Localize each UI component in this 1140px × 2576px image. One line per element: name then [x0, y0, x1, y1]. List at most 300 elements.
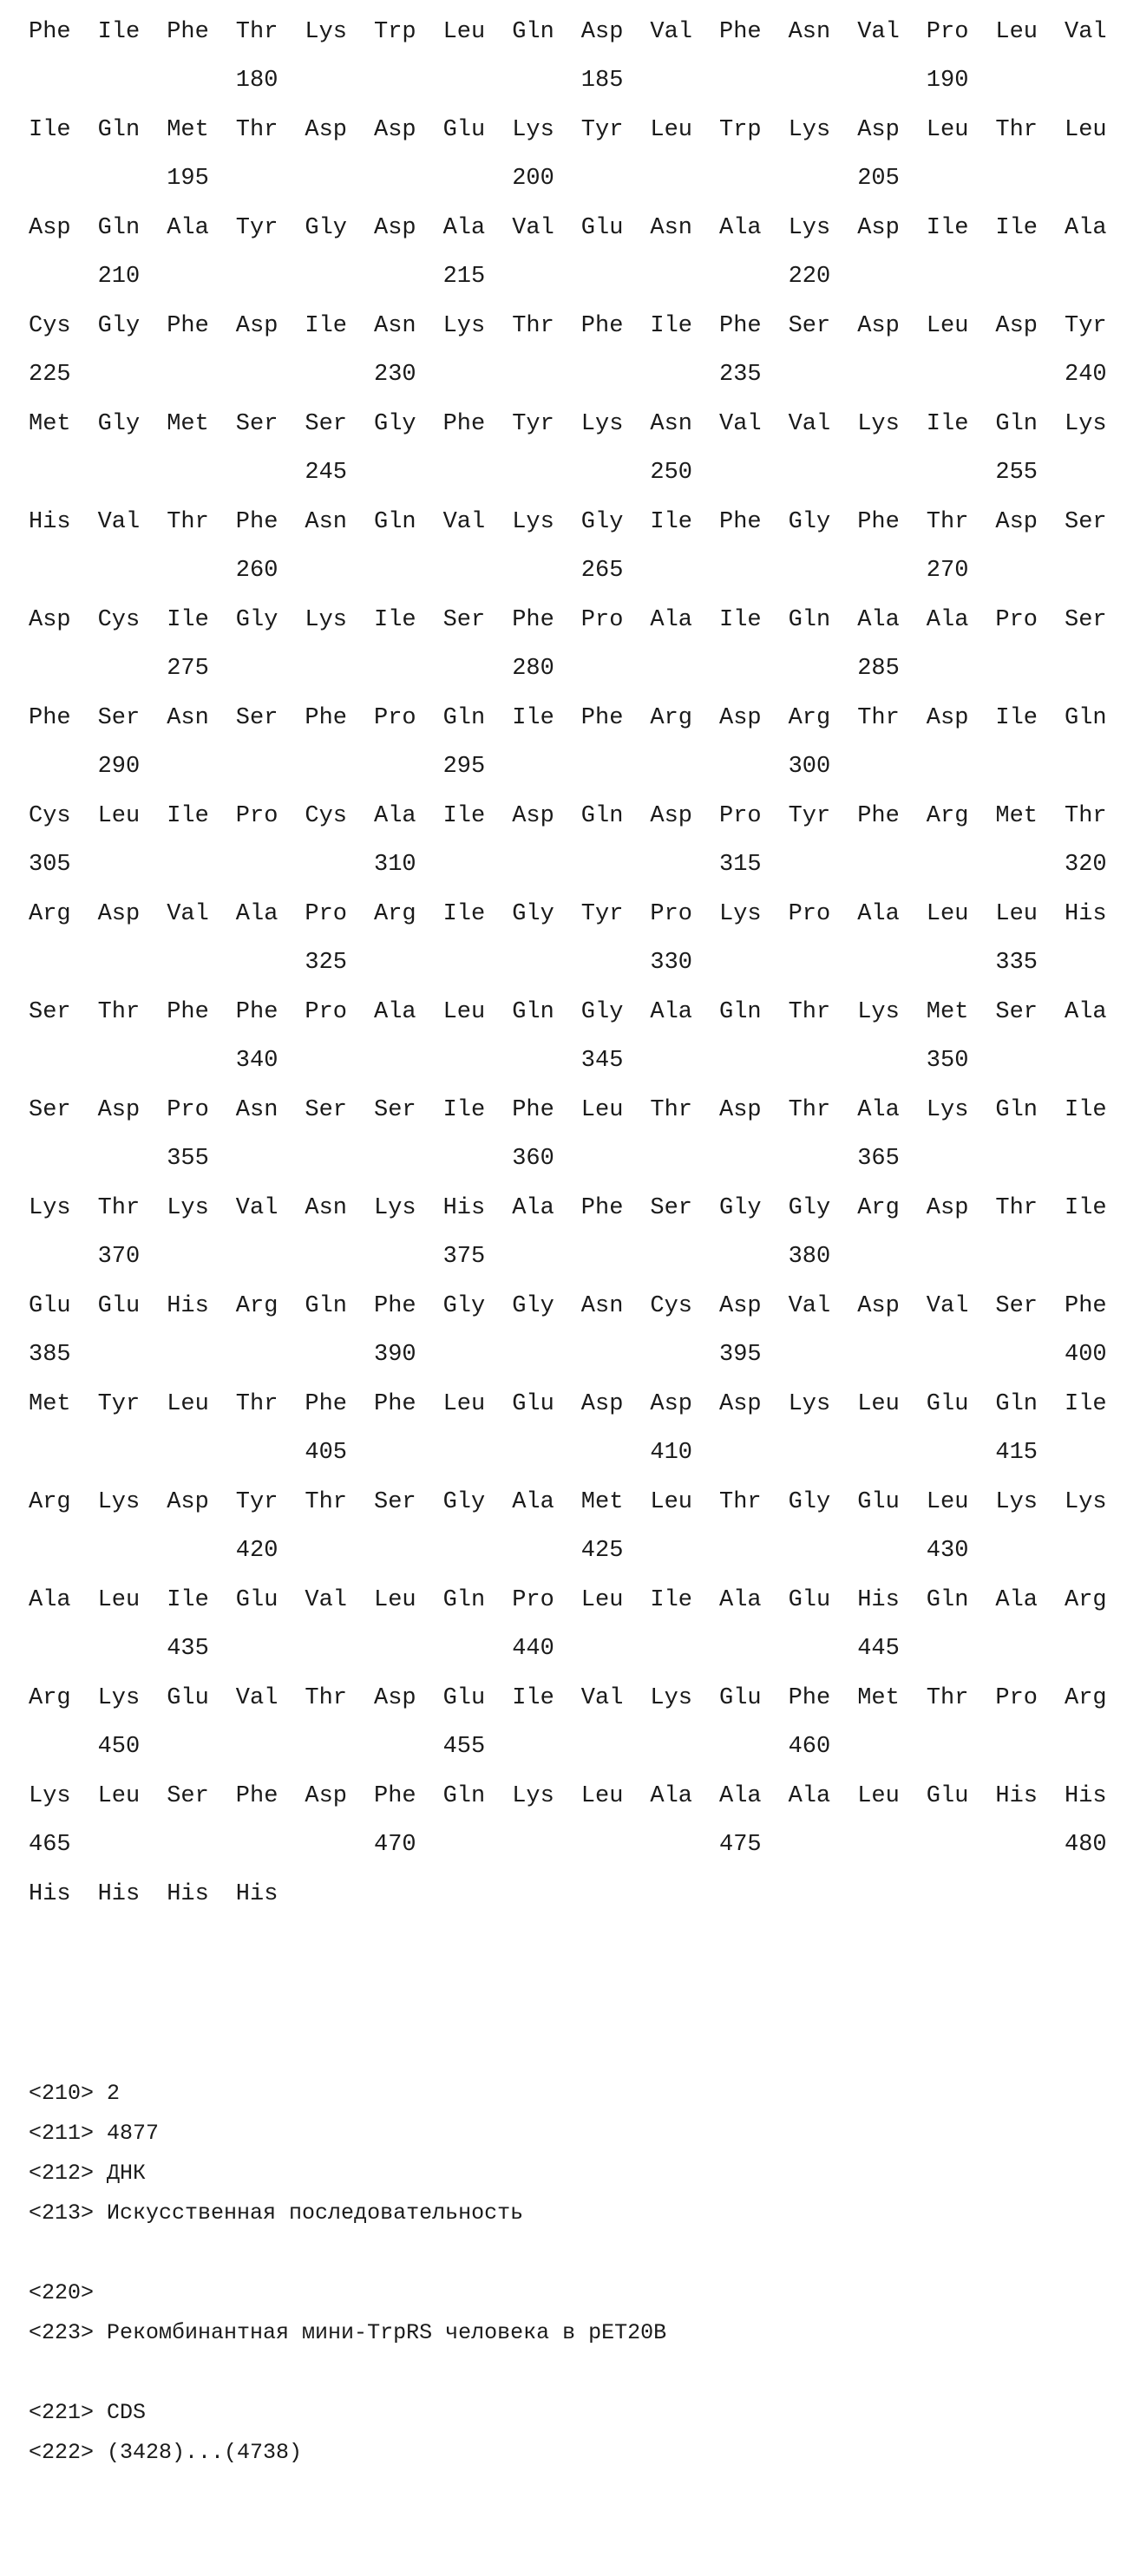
residue: Lys: [374, 1195, 416, 1221]
residue: Gly: [788, 1195, 831, 1221]
residue: Leu: [580, 1587, 624, 1613]
position-number-row: [29, 1634, 1130, 1684]
residue: Ile: [305, 313, 347, 339]
position-number: 290: [97, 754, 141, 780]
residue: Thr: [926, 509, 969, 535]
residue: Phe: [719, 509, 762, 535]
position-number: 375: [442, 1244, 486, 1270]
residue: Trp: [374, 19, 416, 45]
residue: Asn: [650, 215, 692, 241]
residue: Ala: [788, 1783, 831, 1809]
residue: Lys: [29, 1783, 71, 1809]
residue: Leu: [97, 1587, 141, 1613]
residue: Gly: [442, 1489, 486, 1515]
position-number: 475: [719, 1832, 762, 1858]
residue: Leu: [167, 1391, 209, 1417]
residue: Leu: [857, 1391, 900, 1417]
residue: Asp: [857, 1293, 900, 1319]
residue: Thr: [650, 1097, 692, 1123]
residue: Pro: [650, 901, 692, 927]
position-number: 440: [512, 1636, 554, 1662]
residue: Leu: [97, 1783, 141, 1809]
position-number-row: [29, 1046, 1130, 1095]
residue-row: [29, 801, 1130, 850]
residue: Ser: [235, 705, 278, 731]
residue: Gln: [97, 215, 141, 241]
residue: Arg: [29, 1489, 71, 1515]
residue: Pro: [512, 1587, 554, 1613]
residue: Lys: [29, 1195, 71, 1221]
residue: His: [235, 1881, 278, 1907]
residue: Asp: [29, 607, 71, 633]
residue-row: [29, 605, 1130, 654]
position-number: 335: [995, 950, 1038, 976]
residue: Ile: [29, 117, 71, 143]
residue: Arg: [788, 705, 831, 731]
residue: Ser: [305, 411, 347, 437]
position-number: 315: [719, 852, 762, 878]
residue: Gly: [442, 1293, 486, 1319]
residue: Asn: [235, 1097, 278, 1123]
residue: Ala: [29, 1587, 71, 1613]
residue: Phe: [167, 999, 209, 1025]
residue: Thr: [97, 1195, 141, 1221]
position-number-row: [29, 556, 1130, 605]
residue: Met: [857, 1685, 900, 1711]
residue: Val: [235, 1195, 278, 1221]
residue: Ala: [719, 215, 762, 241]
residue: Cys: [305, 803, 347, 829]
residue: Gln: [719, 999, 762, 1025]
residue: Asp: [512, 803, 554, 829]
residue: Phe: [235, 999, 278, 1025]
residue: Arg: [29, 1685, 71, 1711]
residue: Leu: [650, 1489, 692, 1515]
residue: Leu: [442, 19, 486, 45]
position-number: 325: [305, 950, 347, 976]
position-number: 310: [374, 852, 416, 878]
residue: Leu: [926, 313, 969, 339]
position-number: 195: [167, 166, 209, 192]
residue: Glu: [512, 1391, 554, 1417]
residue: Thr: [788, 1097, 831, 1123]
residue: Asp: [857, 313, 900, 339]
residue: Gln: [995, 411, 1038, 437]
position-number: 390: [374, 1342, 416, 1368]
residue: Val: [719, 411, 762, 437]
position-number: 425: [580, 1538, 624, 1564]
residue: Ser: [995, 1293, 1038, 1319]
residue: Thr: [719, 1489, 762, 1515]
residue: Ser: [305, 1097, 347, 1123]
length-field: <211> 4877: [29, 2121, 160, 2146]
residue-row: [29, 997, 1130, 1046]
residue: Asp: [719, 1097, 762, 1123]
position-number: 470: [374, 1832, 416, 1858]
residue: Ala: [650, 607, 692, 633]
residue: His: [167, 1293, 209, 1319]
residue: Ala: [512, 1195, 554, 1221]
residue-row: [29, 507, 1130, 556]
residue: Gly: [719, 1195, 762, 1221]
residue: Arg: [926, 803, 969, 829]
residue: Lys: [305, 607, 347, 633]
residue: Lys: [1065, 1489, 1107, 1515]
residue: Lys: [512, 117, 554, 143]
residue: Thr: [995, 1195, 1038, 1221]
residue: His: [442, 1195, 486, 1221]
residue: Ile: [1065, 1195, 1107, 1221]
residue: Tyr: [235, 1489, 278, 1515]
residue: Ser: [1065, 509, 1107, 535]
residue: Gln: [442, 1783, 486, 1809]
residue: Arg: [650, 705, 692, 731]
residue: Gln: [580, 803, 624, 829]
residue: Ala: [235, 901, 278, 927]
position-number: 200: [512, 166, 554, 192]
position-number-row: [29, 1242, 1130, 1291]
residue: Val: [1065, 19, 1107, 45]
residue-row: [29, 1487, 1130, 1536]
residue: Phe: [580, 705, 624, 731]
seq-id-field: <210> 2: [29, 2081, 121, 2106]
residue: Phe: [167, 313, 209, 339]
position-number: 400: [1065, 1342, 1107, 1368]
residue: Asp: [719, 1293, 762, 1319]
residue: Phe: [788, 1685, 831, 1711]
residue: Leu: [995, 901, 1038, 927]
residue: Lys: [442, 313, 486, 339]
residue: Ser: [29, 999, 71, 1025]
position-number: 420: [235, 1538, 278, 1564]
residue: Val: [305, 1587, 347, 1613]
residue: Pro: [305, 999, 347, 1025]
position-number: 385: [29, 1342, 71, 1368]
residue: Asn: [305, 1195, 347, 1221]
residue: Gln: [305, 1293, 347, 1319]
residue: Leu: [1065, 117, 1107, 143]
residue: His: [1065, 1783, 1107, 1809]
residue: Asp: [97, 901, 141, 927]
residue: Leu: [926, 901, 969, 927]
residue: Glu: [442, 1685, 486, 1711]
residue: Lys: [788, 117, 831, 143]
residue: Asp: [374, 117, 416, 143]
residue: Thr: [167, 509, 209, 535]
residue: Ile: [650, 509, 692, 535]
residue: Gln: [995, 1097, 1038, 1123]
residue: Asp: [857, 117, 900, 143]
residue: Gly: [305, 215, 347, 241]
residue: Cys: [29, 803, 71, 829]
position-number-row: [29, 360, 1130, 409]
location-field: <222> (3428)...(4738): [29, 2440, 303, 2465]
residue: Arg: [857, 1195, 900, 1221]
residue: Pro: [167, 1097, 209, 1123]
position-number: 455: [442, 1734, 486, 1760]
residue: Lys: [857, 411, 900, 437]
residue: Leu: [97, 803, 141, 829]
residue: Lys: [857, 999, 900, 1025]
position-number: 185: [580, 68, 624, 94]
residue: Phe: [512, 607, 554, 633]
residue: Gln: [442, 1587, 486, 1613]
residue: Phe: [235, 509, 278, 535]
residue: Ile: [650, 1587, 692, 1613]
residue: Tyr: [580, 901, 624, 927]
residue: Gln: [374, 509, 416, 535]
residue: Asp: [374, 215, 416, 241]
residue: Asn: [788, 19, 831, 45]
other-info-field: <223> Рекомбинантная мини-TrpRS человека в pET20B: [29, 2320, 667, 2345]
residue: Ile: [167, 1587, 209, 1613]
residue: Asn: [650, 411, 692, 437]
residue: Thr: [97, 999, 141, 1025]
residue: Val: [235, 1685, 278, 1711]
residue: Val: [857, 19, 900, 45]
residue-row: [29, 1782, 1130, 1830]
residue: Met: [167, 411, 209, 437]
position-number: 465: [29, 1832, 71, 1858]
residue: Cys: [29, 313, 71, 339]
residue: Asp: [650, 803, 692, 829]
residue: Ala: [374, 999, 416, 1025]
residue-row: [29, 703, 1130, 752]
type-field: <212> ДНК: [29, 2161, 147, 2186]
residue: Phe: [305, 705, 347, 731]
position-number-row: [29, 262, 1130, 311]
position-number-row: [29, 1732, 1130, 1782]
position-number: 270: [926, 558, 969, 584]
residue: Ser: [374, 1097, 416, 1123]
residue: Gly: [580, 999, 624, 1025]
residue: Gln: [442, 705, 486, 731]
residue: Met: [29, 411, 71, 437]
residue: Phe: [374, 1783, 416, 1809]
residue: Ile: [97, 19, 141, 45]
position-number-row: [29, 1536, 1130, 1585]
residue: Ile: [167, 803, 209, 829]
position-number: 215: [442, 264, 486, 290]
residue: Asp: [995, 313, 1038, 339]
residue: Glu: [580, 215, 624, 241]
residue: Phe: [580, 313, 624, 339]
residue: Ala: [926, 607, 969, 633]
residue-row: [29, 311, 1130, 360]
residue: Ala: [442, 215, 486, 241]
residue: Ile: [512, 705, 554, 731]
position-number: 285: [857, 656, 900, 682]
residue: Gln: [995, 1391, 1038, 1417]
residue: Lys: [995, 1489, 1038, 1515]
residue: Ala: [650, 1783, 692, 1809]
residue: Ser: [442, 607, 486, 633]
residue-row: [29, 1684, 1130, 1732]
position-number: 205: [857, 166, 900, 192]
residue: Tyr: [97, 1391, 141, 1417]
sequence-metadata: [29, 2079, 1113, 2478]
residue: Tyr: [580, 117, 624, 143]
residue: Ala: [1065, 215, 1107, 241]
position-number-row: [29, 752, 1130, 801]
residue: Leu: [995, 19, 1038, 45]
position-number: 180: [235, 68, 278, 94]
position-number-row: [29, 850, 1130, 899]
residue: Asp: [926, 705, 969, 731]
residue: Lys: [650, 1685, 692, 1711]
residue: Ser: [235, 411, 278, 437]
residue: Ile: [995, 705, 1038, 731]
residue: Arg: [374, 901, 416, 927]
residue: Gly: [788, 1489, 831, 1515]
feature-field: <220>: [29, 2280, 95, 2305]
residue: Gly: [97, 411, 141, 437]
residue: Lys: [1065, 411, 1107, 437]
residue: Cys: [97, 607, 141, 633]
residue: Ile: [926, 411, 969, 437]
position-number: 410: [650, 1440, 692, 1466]
residue: Gly: [788, 509, 831, 535]
residue: Phe: [442, 411, 486, 437]
residue: Pro: [580, 607, 624, 633]
residue: Ile: [167, 607, 209, 633]
residue: Glu: [235, 1587, 278, 1613]
residue: Asp: [374, 1685, 416, 1711]
residue-row: [29, 17, 1130, 66]
residue: Ile: [926, 215, 969, 241]
residue: Ile: [995, 215, 1038, 241]
position-number: 405: [305, 1440, 347, 1466]
residue: Glu: [719, 1685, 762, 1711]
position-number: 380: [788, 1244, 831, 1270]
residue-row: [29, 115, 1130, 164]
position-number: 395: [719, 1342, 762, 1368]
residue: Gln: [512, 19, 554, 45]
residue: Asp: [97, 1097, 141, 1123]
residue: Phe: [1065, 1293, 1107, 1319]
residue: His: [1065, 901, 1107, 927]
residue: Ser: [97, 705, 141, 731]
residue: His: [167, 1881, 209, 1907]
residue: Pro: [235, 803, 278, 829]
residue: Thr: [235, 19, 278, 45]
residue: Val: [442, 509, 486, 535]
residue: Met: [580, 1489, 624, 1515]
residue: Asp: [857, 215, 900, 241]
position-number: 295: [442, 754, 486, 780]
spacer: [29, 2239, 1113, 2279]
residue: Lys: [97, 1489, 141, 1515]
residue: Thr: [512, 313, 554, 339]
position-number: 220: [788, 264, 831, 290]
residue-row: [29, 1095, 1130, 1144]
residue: Tyr: [1065, 313, 1107, 339]
residue: Leu: [857, 1783, 900, 1809]
residue: Ala: [167, 215, 209, 241]
residue: Gln: [788, 607, 831, 633]
position-number-row: [29, 948, 1130, 997]
residue: Tyr: [512, 411, 554, 437]
residue: Leu: [926, 1489, 969, 1515]
residue: Val: [580, 1685, 624, 1711]
residue: Pro: [995, 1685, 1038, 1711]
residue: Thr: [788, 999, 831, 1025]
residue: Lys: [97, 1685, 141, 1711]
residue: Thr: [1065, 803, 1107, 829]
residue: Ala: [857, 607, 900, 633]
position-number-row: [29, 1830, 1130, 1880]
residue: Met: [167, 117, 209, 143]
residue: Thr: [857, 705, 900, 731]
position-number-row: [29, 164, 1130, 213]
residue: Thr: [305, 1489, 347, 1515]
residue-row: [29, 1585, 1130, 1634]
residue: Arg: [29, 901, 71, 927]
position-number: 340: [235, 1048, 278, 1074]
residue: Gln: [926, 1587, 969, 1613]
organism-field: <213> Искусственная последовательность: [29, 2200, 524, 2226]
residue: Cys: [650, 1293, 692, 1319]
position-number-row: [29, 1144, 1130, 1193]
residue: Arg: [235, 1293, 278, 1319]
residue: Ala: [857, 901, 900, 927]
position-number: 280: [512, 656, 554, 682]
residue: Lys: [788, 215, 831, 241]
residue: Thr: [995, 117, 1038, 143]
residue: Ile: [442, 803, 486, 829]
residue: Glu: [857, 1489, 900, 1515]
residue: Gln: [97, 117, 141, 143]
residue: Lys: [719, 901, 762, 927]
position-number-row: [29, 654, 1130, 703]
residue: Ile: [442, 901, 486, 927]
residue: Glu: [29, 1293, 71, 1319]
name-key-field: <221> CDS: [29, 2400, 147, 2425]
residue: Phe: [167, 19, 209, 45]
residue: Asp: [995, 509, 1038, 535]
position-number: 415: [995, 1440, 1038, 1466]
residue: Lys: [512, 509, 554, 535]
residue: Asp: [305, 117, 347, 143]
residue: Leu: [374, 1587, 416, 1613]
position-number-row: [29, 1438, 1130, 1487]
residue: Asp: [580, 19, 624, 45]
position-number: 300: [788, 754, 831, 780]
residue: Lys: [580, 411, 624, 437]
residue: Ala: [995, 1587, 1038, 1613]
residue: His: [97, 1881, 141, 1907]
position-number: 190: [926, 68, 969, 94]
residue: Lys: [305, 19, 347, 45]
position-number: 225: [29, 362, 71, 388]
residue: Pro: [926, 19, 969, 45]
position-number: 450: [97, 1734, 141, 1760]
residue: His: [995, 1783, 1038, 1809]
residue: Pro: [719, 803, 762, 829]
residue: Glu: [788, 1587, 831, 1613]
position-number: 365: [857, 1146, 900, 1172]
residue: Tyr: [235, 215, 278, 241]
residue-row: [29, 213, 1130, 262]
residue: Ser: [788, 313, 831, 339]
residue: Asp: [719, 1391, 762, 1417]
position-number: 250: [650, 460, 692, 486]
residue: Asp: [926, 1195, 969, 1221]
position-number: 355: [167, 1146, 209, 1172]
residue: Pro: [995, 607, 1038, 633]
residue: Asp: [235, 313, 278, 339]
residue-row: [29, 1880, 1130, 1928]
